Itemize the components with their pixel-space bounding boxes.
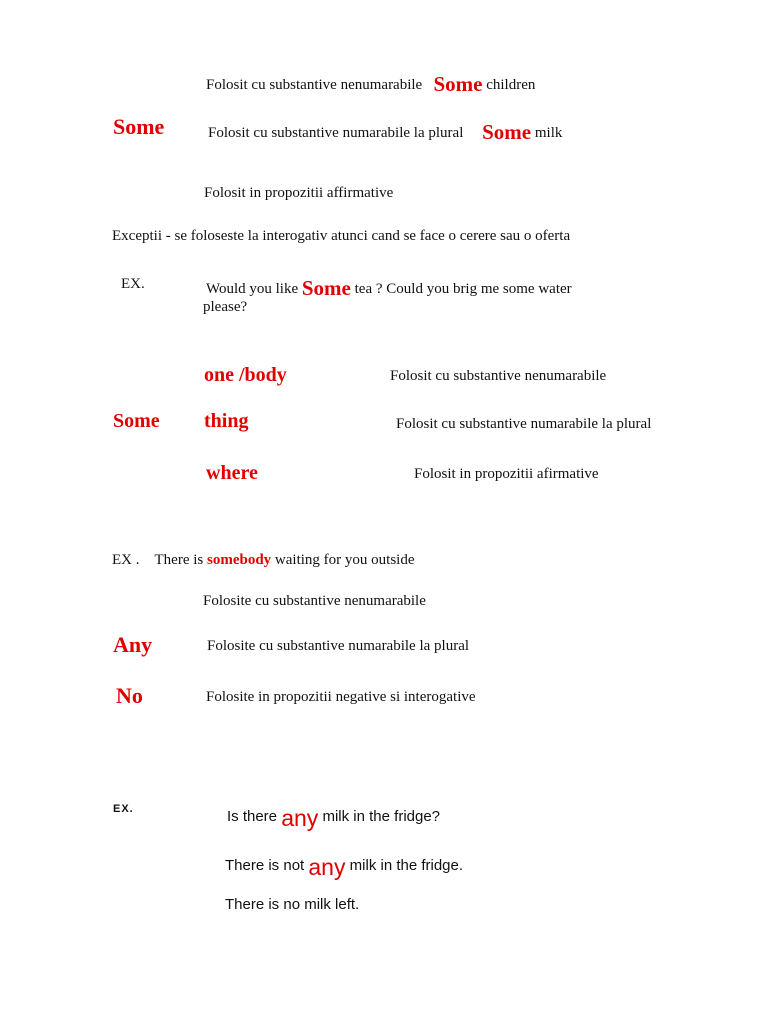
compound-prefix: Some: [113, 410, 160, 432]
some-rule-1: [206, 70, 535, 95]
final-example-label: EX.: [113, 803, 134, 815]
rule-text: Folosit cu substantive nenumarabile: [206, 77, 423, 93]
example-label: EX.: [121, 276, 145, 292]
sentence-after: tea ? Could you brig me some water: [354, 281, 572, 297]
example-word: Some: [482, 120, 532, 144]
some-rule-2: [208, 118, 562, 143]
no-heading: No: [116, 683, 143, 708]
example-rest: children: [486, 77, 536, 93]
sentence-before: Would you like: [206, 281, 299, 297]
example-word: Some: [433, 72, 483, 96]
sentence-after: waiting for you outside: [274, 552, 415, 568]
example-word: Some: [301, 276, 351, 300]
sentence-after: milk in the fridge.: [349, 857, 464, 874]
any-heading: Any: [113, 632, 153, 657]
final-sentence-3: There is no milk left.: [225, 896, 360, 913]
example-rest: milk: [534, 125, 563, 141]
compound-suffix-where: where: [206, 462, 258, 484]
example-word: any: [308, 854, 346, 880]
some-rule-3: Folosit in propozitii affirmative: [204, 185, 394, 201]
example-word: any: [281, 805, 319, 831]
any-rule-1: Folosite cu substantive nenumarabile: [203, 593, 426, 609]
compound-rule-2: Folosit cu substantive numarabile la plural: [396, 416, 652, 432]
example-word: somebody: [206, 552, 272, 568]
sentence-before: There is not: [225, 857, 305, 874]
sentence-before: Is there: [227, 808, 278, 825]
example-sentence: [206, 274, 572, 299]
example-label: EX .: [112, 552, 140, 568]
sentence-after: milk in the fridge?: [322, 808, 441, 825]
some-heading: Some: [113, 114, 165, 139]
compound-rule-3: Folosit in propozitii afirmative: [414, 466, 599, 482]
compound-suffix-body: one /body: [204, 364, 287, 386]
any-rule-2: Folosite cu substantive numarabile la plural: [207, 638, 470, 654]
sentence-before: There is: [154, 552, 204, 568]
compound-suffix-thing: thing: [204, 410, 249, 432]
rule-text: Folosit cu substantive numarabile la plural: [208, 125, 464, 141]
exception-text: Exceptii - se foloseste la interogativ atunci cand se face o cerere sau o oferta: [112, 228, 571, 244]
final-sentence-1: [227, 800, 441, 831]
any-rule-3: Folosite in propozitii negative si interogative: [206, 689, 476, 705]
example-sentence-line2: please?: [203, 299, 248, 315]
compound-example: [112, 551, 415, 569]
final-sentence-2: [225, 849, 464, 880]
compound-rule-1: Folosit cu substantive nenumarabile: [390, 368, 607, 384]
